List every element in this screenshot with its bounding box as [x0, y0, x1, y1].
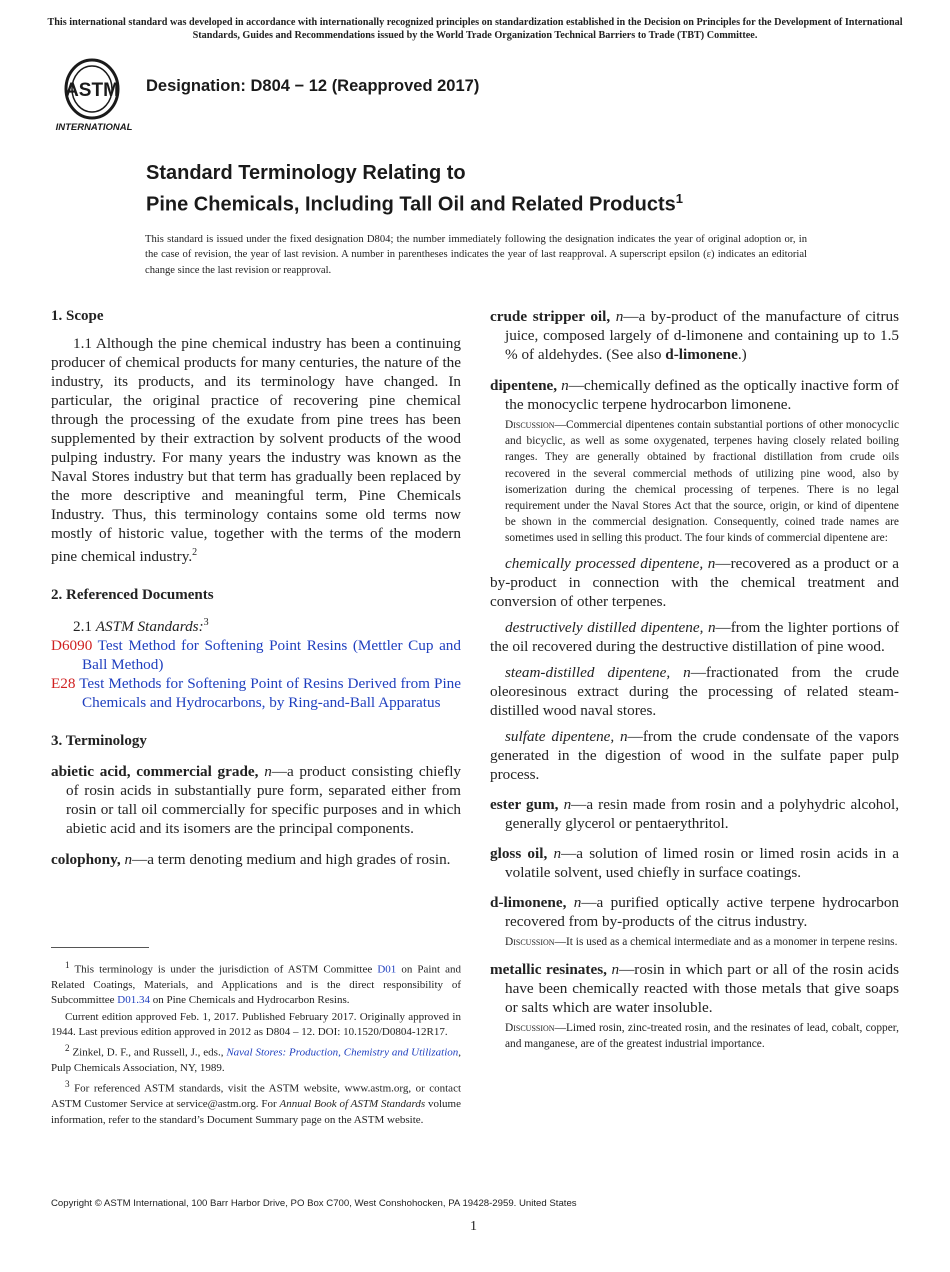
term-abietic-acid: abietic acid, commercial grade, n—a product consisting chiefly of rosin acids in substantially pure form, separated either from rosin or tall oil commercially for specific purposes and in which abietic acid and its isomers are the principal components.: [51, 763, 462, 838]
footnote-3-ref[interactable]: 3: [203, 617, 209, 629]
metallic-resinates-discussion: Discussion—Limed rosin, zinc-treated rosin, and the resinates of lead, cobalt, copper, and manganese, are of the greatest industrial importance.: [505, 1021, 899, 1051]
document-title: [146, 161, 866, 218]
scope-paragraph: 1.1 Although the pine chemical industry has been a continuing producer of chemical products for many centuries, the nature of the industry, its products, and its terminology have changed. In particular, the original practice of recovering pine chemical through the processing of the exudate from pine trees has been supplemented by their extraction by solvent products of the wood pulping industry. For many years the industry was known as the Naval Stores industry but that term has gradually been replaced by the more descriptive and meaningful term, Pine Chemicals Industry. Thus, this terminology contains some old terms now mostly of historic value, together with the terms of the modern pine chemical industry.$^2$: [51, 335, 461, 566]
ref-d6090-title[interactable]: Test Method for Softening Point Resins (Mettler Cup and Ball Method): [82, 637, 461, 674]
footnote-divider: [51, 947, 149, 948]
ref-d6090-code[interactable]: D6090: [51, 637, 93, 655]
astm-logo-mark: [52, 56, 136, 134]
term-dipentene: dipentene, n—chemically defined as the optically inactive form of the monocyclic terpene hydrocarbon limonene.: [490, 377, 899, 413]
astm-logo: [52, 56, 136, 134]
term-crude-stripper-oil: crude stripper oil, n—a by-product of the manufacture of citrus juice, composed largely of d-limonene and containing up to 1.5 % of aldehydes. (See also d-limonene.): [490, 308, 900, 363]
footnote-3: $^3$ For referenced ASTM standards, visit the ASTM website, www.astm.org, or contact ASTM Customer Service at service@astm.org. For Annual Book of ASTM Standards volume information, refer to the standard’s Document Summary page on the ASTM website.: [51, 1079, 462, 1126]
ref-e28-code[interactable]: E28: [51, 675, 76, 693]
dipentene-discussion: Discussion—Commercial dipentenes contain substantial portions of other monocyclic and bicyclic, as well as some oxygenated, terpenes having closely related boiling ranges. They are generally obtained by fractional distillation from crude oils recovered in the several commercial methods of utilizing pine wood, also by isomerization during the chemical processing of terpenes. There is no legal requirement under the Naval Stores Act that the source, origin, or kind of dipentene be shown in the commercial designation. Consequently, coined trade names are sometimes used in selling this product. The four kinds of commercial dipentene are:: [505, 419, 899, 545]
title-line-2: Pine Chemicals, Including Tall Oil and Related Products$^1$: [146, 191, 683, 216]
d-limonene-discussion: Discussion—It is used as a chemical intermediate and as a monomer in terpene resins.: [505, 935, 898, 948]
footnote-1: $^1$ This terminology is under the jurisdiction of ASTM Committee D01 on Paint and Related Coatings, Materials, and Applications and is the direct responsibility of Subcommittee D01.34 on Pine Chemicals and Hydrocarbon Resins.: [51, 960, 461, 1007]
designation: Designation: D804 − 12 (Reapproved 2017): [146, 77, 480, 95]
footnote-1-edition: Current edition approved Feb. 1, 2017. Published February 2017. Originally approved in 1944. Last previous edition approved in 2012 as D804 – 12. DOI: 10.1520/D0804-12R17.: [51, 1010, 461, 1038]
title-line-1: Standard Terminology Relating to: [146, 162, 466, 184]
scope-heading: 1. Scope: [51, 308, 104, 324]
ref-e28-title[interactable]: Test Methods for Softening Point of Resins Derived from Pine Chemicals and Hydrocarbons, by Ring-and-Ball Apparatus: [79, 675, 461, 712]
kind-chemically-processed: chemically processed dipentene, n—recovered as a product or a by-product in connection with the chemical treatment and conversion of other terpenes.: [490, 554, 899, 610]
referenced-documents-heading: 2. Referenced Documents: [51, 587, 214, 604]
copyright-footer: Copyright © ASTM International, 100 Barr Harbor Drive, PO Box C700, West Conshohocken, PA 19428-2959. United States: [51, 1198, 577, 1209]
term-ester-gum: ester gum, n—a resin made from rosin and a polyhydric alcohol, generally glycerol or pentaerythritol.: [490, 795, 899, 832]
page-number: 1: [470, 1219, 477, 1234]
term-gloss-oil: gloss oil, n—a solution of limed rosin or limed rosin acids in a volatile solvent, used chiefly in surface coatings.: [490, 844, 900, 881]
tbt-notice: This international standard was developed in accordance with internationally recognized principles on standardization established in the Decision on Principles for the Development of International Standards, Guides and Recommendations issued by the World Trade Organization Technical Barriers to Trade (TBT) Committee.: [47, 17, 903, 41]
standard-intro: This standard is issued under the fixed designation D804; the number immediately following the designation indicates the year of original adoption or, in the case of revision, the year of last revision. A number in parentheses indicates the year of last reapproval. A superscript epsilon (ε) indicates an editorial change since the last revision or reapproval.: [145, 234, 807, 276]
link-d01-34[interactable]: D01.34: [117, 994, 150, 1007]
kind-destructively-distilled: destructively distilled dipentene, n—from the lighter portions of the oil recovered during the destructive distillation of pine wood.: [490, 618, 899, 655]
link-naval-stores[interactable]: Naval Stores: Production, Chemistry and Utilization: [226, 1046, 459, 1059]
footnote-2: $^2$ Zinkel, D. F., and Russell, J., eds., Naval Stores: Production, Chemistry and Utilization, Pulp Chemicals Association, NY, 1989.: [51, 1043, 461, 1075]
reference-d6090: [51, 636, 461, 674]
term-colophony: colophony, n—a term denoting medium and high grades of rosin.: [51, 851, 451, 869]
left-column: [51, 307, 461, 869]
logo-tagline: INTERNATIONAL: [55, 122, 133, 133]
kind-steam-distilled: steam-distilled dipentene, n—fractionated from the crude oleoresinous extract during the processing of related steam-distilled wood naval stores.: [490, 663, 900, 719]
term-metallic-resinates: metallic resinates, n—rosin in which part or all of the rosin acids have been chemically reacted with those metals that give soaps or salts which are water insoluble.: [490, 960, 899, 1016]
terminology-heading: 3. Terminology: [51, 733, 147, 750]
term-d-limonene: d-limonene, n—a purified optically active terpene hydrocarbon recovered from by-products of the citrus industry.: [490, 893, 900, 930]
title-footnote-ref[interactable]: 1: [675, 191, 683, 206]
logo-letters: ASTM: [65, 80, 119, 101]
footnotes: [51, 958, 461, 1129]
link-d01[interactable]: D01: [377, 963, 397, 976]
astm-standards-label: 2.1 ASTM Standards:$^3$: [73, 617, 209, 636]
kind-sulfate: sulfate dipentene, n—from the crude condensate of the vapors generated in the digestion of wood in the sulfate paper pulp process.: [490, 727, 899, 783]
footnote-2-ref[interactable]: 2: [192, 547, 198, 558]
right-column: [490, 307, 899, 1052]
reference-e28: [51, 674, 461, 712]
